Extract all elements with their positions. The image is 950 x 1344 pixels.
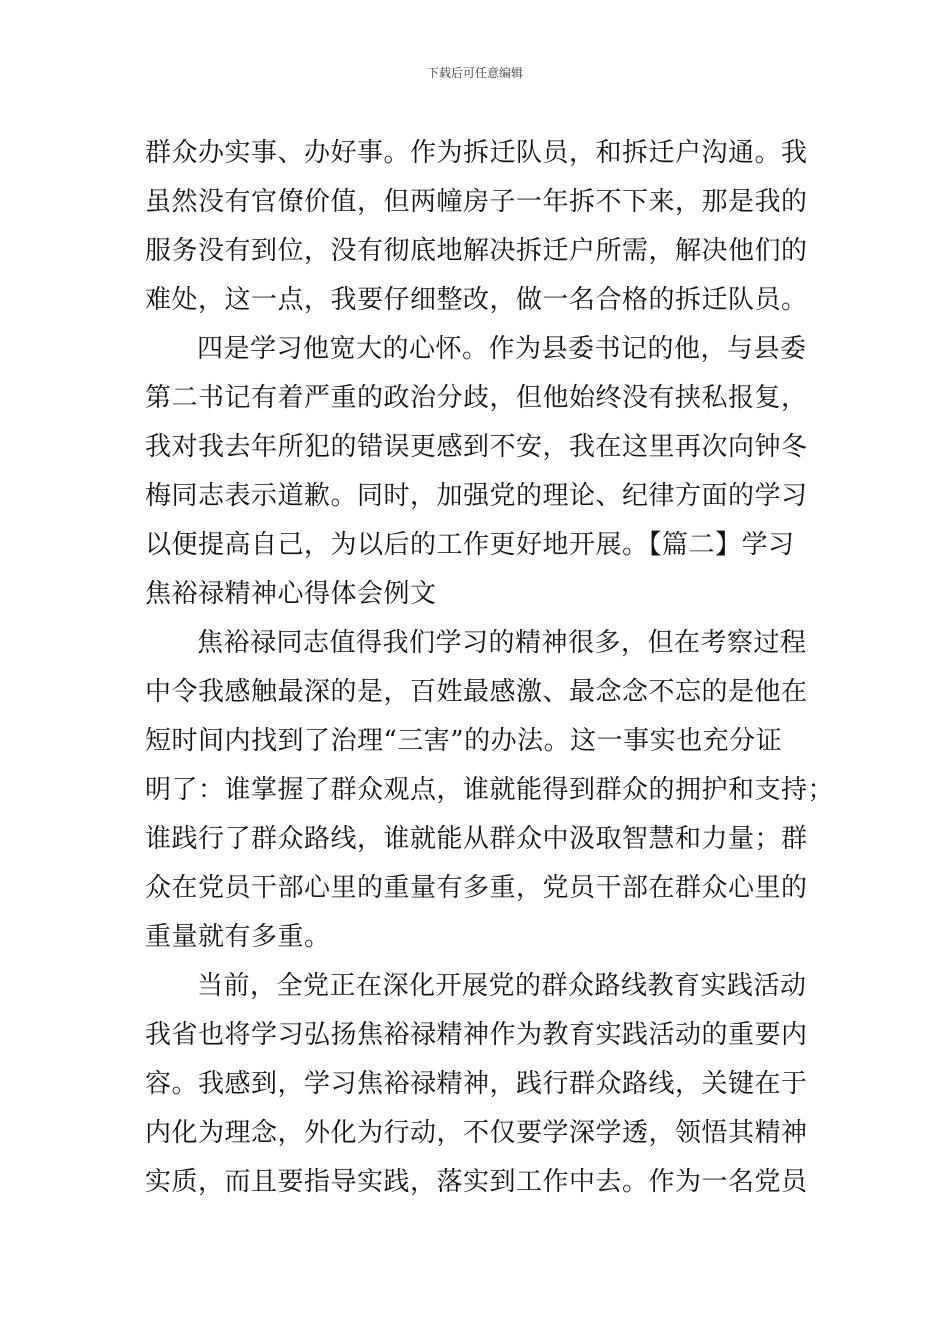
text-line: 第二书记有着严重的政治分歧，但他始终没有挟私报复， xyxy=(145,383,808,413)
paragraph xyxy=(145,129,810,325)
text-line: 当前，全党正在深化开展党的群众路线教育实践活动 xyxy=(197,971,807,1001)
text-line: 短时间内找到了治理“三害”的办法。这一事实也充分证 xyxy=(145,726,783,756)
text-line: 我省也将学习弘扬焦裕禄精神作为教育实践活动的重要内 xyxy=(145,1020,808,1050)
text-line: 实质，而且要指导实践，落实到工作中去。作为一名党员 xyxy=(145,1167,808,1197)
text-line: 容。我感到，学习焦裕禄精神，践行群众路线，关键在于 xyxy=(145,1069,808,1099)
text-line: 群众办实事、办好事。作为拆迁队员，和拆迁户沟通。我 xyxy=(145,138,808,168)
document-body xyxy=(145,129,835,1207)
paragraph xyxy=(145,962,810,1207)
text-line: 梅同志表示道歉。同时，加强党的理论、纪律方面的学习 xyxy=(145,481,808,511)
text-line: 焦裕禄同志值得我们学习的精神很多，但在考察过程 xyxy=(197,628,807,658)
text-line: 四是学习他宽大的心怀。作为县委书记的他，与县委 xyxy=(197,334,807,364)
text-line: 重量就有多重。 xyxy=(145,922,331,952)
paragraph xyxy=(145,325,810,619)
text-line: 以便提高自己，为以后的工作更好地开展。【篇二】学习 xyxy=(145,530,795,560)
text-line: 明了：谁掌握了群众观点，谁就能得到群众的拥护和支持； xyxy=(145,775,835,805)
text-line: 众在党员干部心里的重量有多重，党员干部在群众心里的 xyxy=(145,873,808,903)
text-line: 我对我去年所犯的错误更感到不安，我在这里再次向钟冬 xyxy=(145,432,808,462)
text-line: 难处，这一点，我要仔细整改，做一名合格的拆迁队员。 xyxy=(145,285,808,315)
page-header: 下载后可任意编辑 xyxy=(426,66,523,80)
text-line: 虽然没有官僚价值，但两幢房子一年拆不下来，那是我的 xyxy=(145,187,808,217)
text-line: 焦裕禄精神心得体会例文 xyxy=(145,579,437,609)
text-line: 服务没有到位，没有彻底地解决拆迁户所需，解决他们的 xyxy=(145,236,808,266)
paragraph xyxy=(145,619,835,962)
text-line: 内化为理念，外化为行动，不仅要学深学透，领悟其精神 xyxy=(145,1118,808,1148)
text-line: 谁践行了群众路线，谁就能从群众中汲取智慧和力量；群 xyxy=(145,824,808,854)
text-line: 中令我感触最深的是，百姓最感激、最念念不忘的是他在 xyxy=(145,677,808,707)
